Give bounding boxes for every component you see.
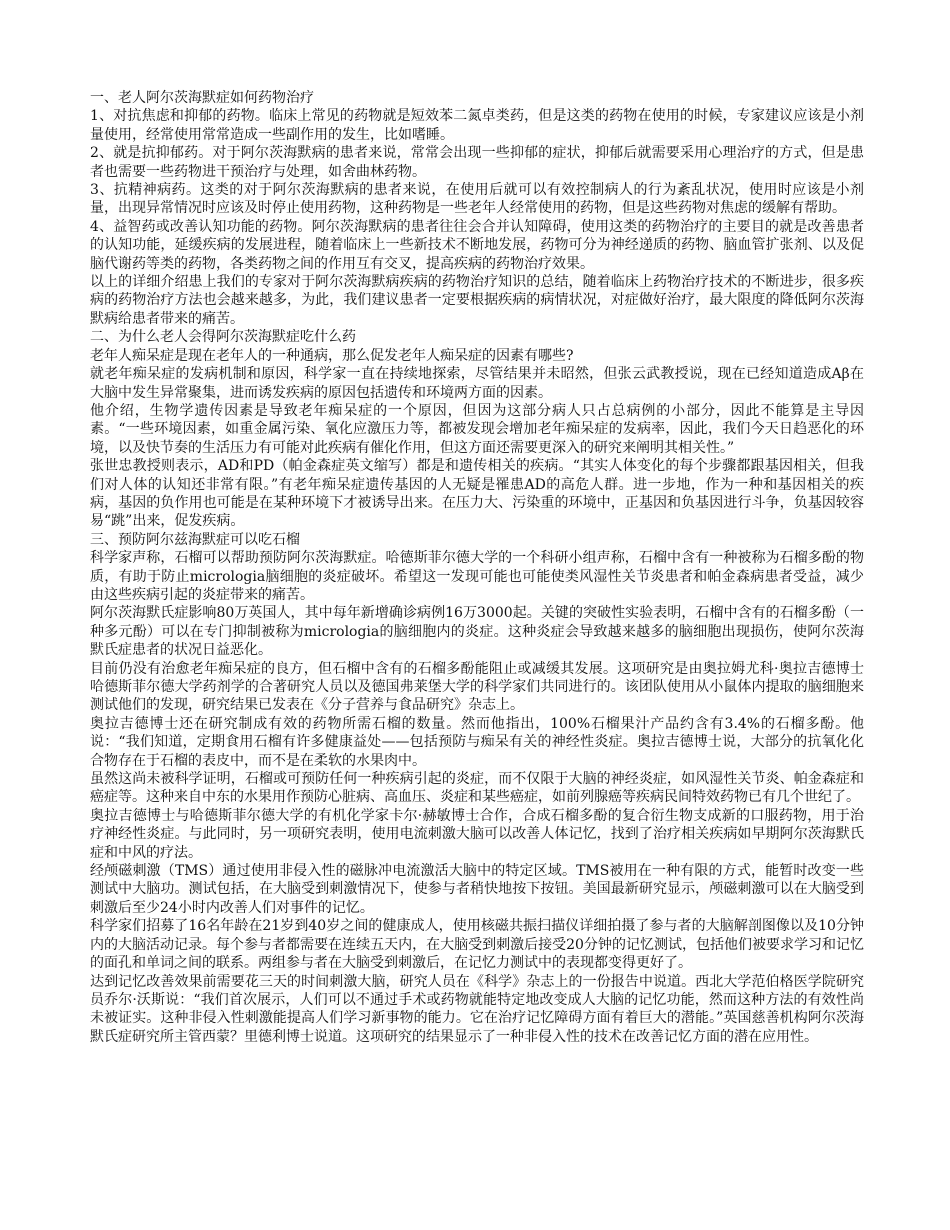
paragraph: 老年人痴呆症是现在老年人的一种通病，那么促发老年人痴呆症的因素有哪些? bbox=[90, 347, 574, 364]
paragraph: 奥拉吉德博士与哈德斯菲尔德大学的有机化学家卡尔·赫敏博士合作，合成石榴多酚的复合衍生物支成新的口服药物，用于治疗神经性炎症。与此同时，另一项研究表明，使用电流刺激大脑可以改善人体记忆，找到了治疗相关疾病如早期阿尔茨海默氏症和中风的疗法。 bbox=[90, 807, 864, 861]
paragraph: 以上的详细介绍患上我们的专家对于阿尔茨海默病疾病的药物治疗知识的总结，随着临床上药物治疗技术的不断进步，很多疾病的药物治疗方法也会越来越多，为此，我们建议患者一定要根据疾病的病情状况，对症做好治疗，最大限度的降低阿尔茨海默病给患者带来的痛苦。 bbox=[90, 274, 864, 327]
paragraph: 阿尔茨海默氏症影响80万英国人，其中每年新增确诊病例16万3000起。关键的突破性实验表明，石榴中含有的石榴多酚（一种多元酚）可以在专门抑制被称为micrologia的脑细胞内的炎症。这种炎症会导致越来越多的脑细胞出现损伤，使阿尔茨海默氏症患者的状况日益恶化。 bbox=[90, 605, 864, 659]
section-heading: 二、为什么老人会得阿尔茨海默症吃什么药 bbox=[90, 329, 356, 346]
paragraph: 科学家声称，石榴可以帮助预防阿尔茨海默症。哈德斯菲尔德大学的一个科研小组声称，石榴中含有一种被称为石榴多酚的物质，有助于防止micrologia脑细胞的炎症破坏。希望这一发现可能也可能使类风湿性关节炎患者和帕金森病患者受益，减少由这些疾病引起的炎症带来的痛苦。 bbox=[90, 550, 864, 603]
paragraph: 张世忠教授则表示，AD和PD（帕金森症英文缩写）都是和遗传相关的疾病。“其实人体变化的每个步骤都跟基因相关，但我们对人体的认知还非常有限。”有老年痴呆症遗传基因的人无疑是罹患AD的高危人群。进一步地，作为一种和基因相关的疾病，基因的负作用也可能是在某种环境下才被诱导出来。在压力大、污染重的环境中，正基因和负基因进行斗争，负基因较容易“跳”出来，促发疾病。 bbox=[90, 458, 864, 530]
paragraph: 他介绍，生物学遗传因素是导致老年痴呆症的一个原因，但因为这部分病人只占总病例的小部分，因此不能算是主导因素。“一些环境因素，如重金属污染、氧化应激压力等，都被发现会增加老年痴呆症的发病率，因此，我们今天日趋恶化的环境，以及快节奏的生活压力有可能对此疾病有催化作用，但这方面还需要更深入的研究来阐明其相关性。” bbox=[90, 402, 864, 456]
paragraph: 2、就是抗抑郁药。对于阿尔茨海默病的患者来说，常常会出现一些抑郁的症状，抑郁后就需要采用心理治疗的方式，但是患者也需要一些药物进干预治疗与处理，如舍曲林药物。 bbox=[90, 145, 864, 180]
section-heading: 三、预防阿尔兹海默症可以吃石榴 bbox=[90, 531, 300, 548]
paragraph: 科学家们招募了16名年龄在21岁到40岁之间的健康成人，使用核磁共振扫描仪详细拍摄了参与者的大脑解剖图像以及10分钟内的大脑活动记录。每个参与者都需要在连续五天内，在大脑受到刺激后接受20分钟的记忆测试，包括他们被要求学习和记忆的面孔和单词之间的联系。两组参与者在大脑受到刺激后，在记忆力测试中的表现都变得更好了。 bbox=[90, 918, 864, 972]
paragraph: 虽然这尚未被科学证明，石榴或可预防任何一种疾病引起的炎症，而不仅限于大脑的神经炎症，如风湿性关节炎、帕金森症和癌症等。这种来自中东的水果用作预防心脏病、高血压、炎症和某些癌症，如前列腺癌等疾病民间特效药物已有几个世纪了。 bbox=[90, 771, 864, 806]
paragraph: 3、抗精神病药。这类的对于阿尔茨海默病的患者来说，在使用后就可以有效控制病人的行为紊乱状况，使用时应该是小剂量，出现异常情况时应该及时停止使用药物，这种药物是一些老年人经常使用的药物，但是这些药物对焦虑的缓解有帮助。 bbox=[90, 182, 864, 217]
paragraph: 目前仍没有治愈老年痴呆症的良方，但石榴中含有的石榴多酚能阻止或减缓其发展。这项研究是由奥拉姆尤科·奥拉吉德博士哈德斯菲尔德大学药剂学的合著研究人员以及德国弗莱堡大学的科学家们共同进行的。该团队使用从小鼠体内提取的脑细胞来测试他们的发现，研究结果已发表在《分子营养与食品研究》杂志上。 bbox=[90, 660, 864, 714]
section-heading: 一、老人阿尔茨海默症如何药物治疗 bbox=[90, 90, 314, 106]
paragraph: 经颅磁刺激（TMS）通过使用非侵入性的磁脉冲电流激活大脑中的特定区域。TMS被用在一种有限的方式，能暂时改变一些测试中大脑功。测试包括，在大脑受到刺激情况下，使参与者稍快地按下按钮。美国最新研究显示，颅磁刺激可以在大脑受到刺激后至少24小时内改善人们对事件的记忆。 bbox=[90, 863, 864, 916]
paragraph: 就老年痴呆症的发病机制和原因，科学家一直在持续地探索，尽管结果并未昭然，但张云武教授说，现在已经知道造成Aβ在大脑中发生异常聚集，进而诱发疾病的原因包括遗传和环境两方面的因素。 bbox=[90, 366, 864, 401]
paragraph: 1、对抗焦虑和抑郁的药物。临床上常见的药物就是短效苯二氮卓类药，但是这类的药物在使用的时候，专家建议应该是小剂量使用，经常使用常常造成一些副作用的发生，比如嗜睡。 bbox=[90, 108, 864, 143]
paragraph: 4、益智药或改善认知功能的药物。阿尔茨海默病的患者往往会合并认知障碍，使用这类的药物治疗的主要目的就是改善患者的认知功能，延缓疾病的发展进程，随着临床上一些新技术不断地发展，药物可分为神经递质的药物、脑血管扩张剂、以及促脑代谢药等类的药物，各类药物之间的作用互有交叉，提高疾病的药物治疗效果。 bbox=[90, 218, 864, 272]
paragraph: 达到记忆改善效果前需要花三天的时间刺激大脑，研究人员在《科学》杂志上的一份报告中说道。西北大学范伯格医学院研究员乔尔·沃斯说：“我们首次展示，人们可以不通过手术或药物就能特定地改变成人大脑的记忆功能，然而这种方法的有效性尚未被证实。这种非侵入性刺激能提高人们学习新事物的能力。它在治疗记忆障碍方面有着巨大的潜能。”英国慈善机构阿尔茨海默氏症研究所主管西蒙？里德利博士说道。这项研究的结果显示了一种非侵入性的技术在改善记忆方面的潜在应用性。 bbox=[90, 973, 864, 1045]
paragraph: 奥拉吉德博士还在研究制成有效的药物所需石榴的数量。然而他指出，100%石榴果汁产品约含有3.4%的石榴多酚。他说：“我们知道，定期食用石榴有许多健康益处——包括预防与痴呆有关的神经性炎症。奥拉吉德博士说，大部分的抗氧化化合物存在于石榴的表皮中，而不是在柔软的水果肉中。 bbox=[90, 715, 864, 769]
